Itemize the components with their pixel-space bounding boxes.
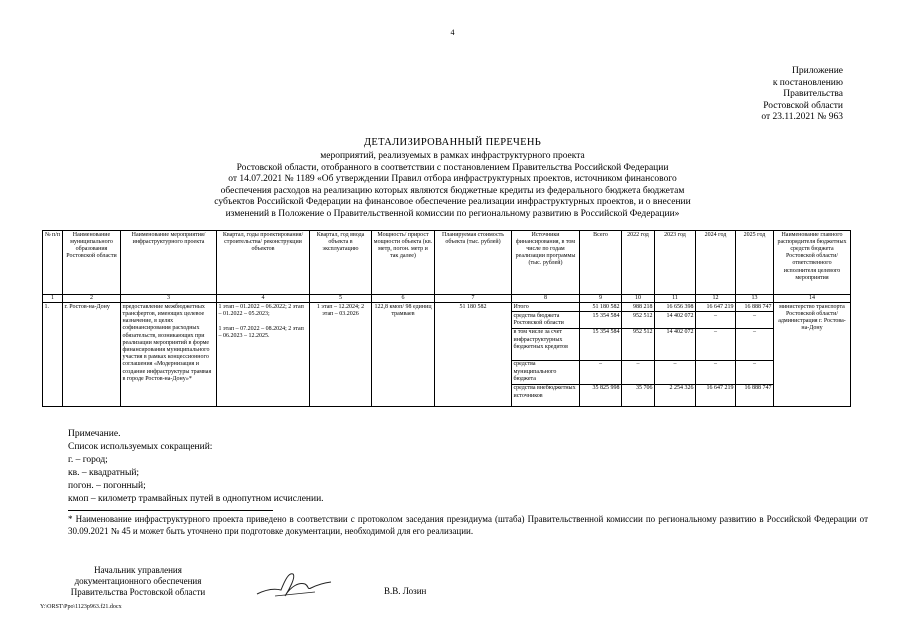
subtitle-line: изменений в Положение о Правительственной комиссии по региональному развитию в Российской Федерации» bbox=[225, 208, 680, 219]
column-number: 12 bbox=[696, 295, 736, 303]
column-number: 9 bbox=[580, 295, 622, 303]
header-cell: Квартал, год ввода объекта в эксплуатацию bbox=[310, 231, 372, 295]
source-name: средства муниципального бюджета bbox=[512, 360, 580, 384]
source-2022: 952 512 bbox=[622, 312, 655, 328]
source-name: средства бюджета Ростовской области bbox=[512, 312, 580, 328]
abbreviation-item: кв. – квадратный; bbox=[68, 468, 140, 478]
header-cell: Планируемая стоимость объекта (тыс. рублей) bbox=[435, 231, 512, 295]
appendix-block bbox=[761, 66, 843, 124]
source-2024: – bbox=[696, 360, 736, 384]
footnote-divider bbox=[68, 510, 273, 511]
column-number: 2 bbox=[63, 295, 121, 303]
header-cell: № п/п bbox=[43, 231, 63, 295]
column-number: 10 bbox=[622, 295, 655, 303]
header-cell: 2022 год bbox=[622, 231, 655, 295]
source-2025: 16 888 747 bbox=[736, 303, 774, 312]
document-subtitle bbox=[130, 151, 775, 220]
handwritten-signature bbox=[255, 568, 333, 600]
subtitle-line: обеспечения расходов на реализацию которых являются бюджетные кредиты из федерального бюджета бюджетам bbox=[220, 185, 685, 196]
signer-title bbox=[48, 565, 228, 599]
source-total: 35 825 998 bbox=[580, 384, 622, 406]
source-2025: – bbox=[736, 360, 774, 384]
column-number: 1 bbox=[43, 295, 63, 303]
appendix-line: Приложение bbox=[792, 66, 843, 76]
signer-name: В.В. Лозин bbox=[384, 586, 427, 596]
source-2024: – bbox=[696, 312, 736, 328]
column-number-row bbox=[43, 295, 851, 303]
executor-cell: министерство транспорта Ростовской области/администрация г. Ростова-на-Дону bbox=[774, 303, 851, 407]
source-name: средства внебюджетных источников bbox=[512, 384, 580, 406]
periods-cell bbox=[217, 303, 310, 407]
abbreviation-item: кмоп – километр трамвайных путей в однопутном исчислении. bbox=[68, 494, 324, 504]
signer-line: Правительства Ростовской области bbox=[70, 587, 206, 598]
notes-title: Примечание. bbox=[68, 429, 121, 439]
source-total: 51 180 582 bbox=[580, 303, 622, 312]
source-2024: 16 647 219 bbox=[696, 384, 736, 406]
header-cell: Всего bbox=[580, 231, 622, 295]
column-number: 3 bbox=[121, 295, 217, 303]
header-cell: 2025 год bbox=[736, 231, 774, 295]
municipality-cell: г. Ростов-на-Дону bbox=[63, 303, 121, 407]
subtitle-line: от 14.07.2021 № 1189 «Об утверждении Правил отбора инфраструктурных проектов, источником финансового bbox=[228, 174, 677, 184]
abbreviation-item: г. – город; bbox=[68, 455, 108, 465]
cost-cell: 51 180 582 bbox=[435, 303, 512, 407]
header-cell: Наименование мероприятия/ инфраструктурного проекта bbox=[121, 231, 217, 295]
column-number: 8 bbox=[512, 295, 580, 303]
notes-block bbox=[68, 428, 324, 506]
source-2022: 35 706 bbox=[622, 384, 655, 406]
periods-construction: 1 этап – 07.2022 – 08.2024; 2 этап – 06.2023 – 12.2025. bbox=[218, 326, 304, 340]
source-total: – bbox=[580, 360, 622, 384]
abbreviations-title: Список используемых сокращений: bbox=[68, 442, 213, 452]
signer-line: документационного обеспечения bbox=[74, 576, 202, 587]
subtitle-line: Ростовской области, отобранного в соответствии с постановлением Правительства Российской Федерации bbox=[236, 162, 669, 173]
source-2023: 2 254 326 bbox=[655, 384, 696, 406]
document-title: ДЕТАЛИЗИРОВАННЫЙ ПЕРЕЧЕНЬ bbox=[363, 137, 542, 148]
column-number: 4 bbox=[217, 295, 310, 303]
footnote: * Наименование инфраструктурного проекта приведено в соответствии с протоколом заседания президиума (штаба) Правительственной комиссии по региональному развитию в Российской Федерации от 30.09.2021 № 45 и может быть уточнено при подготовке документации, необходимой для его реализации. bbox=[68, 514, 868, 536]
column-number: 11 bbox=[655, 295, 696, 303]
column-number: 14 bbox=[774, 295, 851, 303]
measures-table bbox=[42, 230, 851, 407]
source-2022: 952 512 bbox=[622, 328, 655, 360]
commissioning-cell: 1 этап – 12.2024; 2 этап – 03.2026 bbox=[310, 303, 372, 407]
subtitle-line: мероприятий, реализуемых в рамках инфраструктурного проекта bbox=[320, 151, 585, 161]
abbreviation-item: погон. – погонный; bbox=[68, 481, 146, 491]
source-2025: 16 888 747 bbox=[736, 384, 774, 406]
source-2024: 16 647 219 bbox=[696, 303, 736, 312]
source-2024: – bbox=[696, 328, 736, 360]
column-number: 6 bbox=[372, 295, 435, 303]
table-header-row bbox=[43, 231, 851, 295]
header-cell: Наименование главного распорядителя бюджетных средств бюджета Ростовской области/ответственного исполнителя целевого мероприятия bbox=[774, 231, 851, 295]
appendix-line: Ростовской области bbox=[763, 100, 843, 111]
source-2023: 14 402 072 bbox=[655, 328, 696, 360]
source-2022: – bbox=[622, 360, 655, 384]
source-2023: 16 656 398 bbox=[655, 303, 696, 312]
source-2025: – bbox=[736, 328, 774, 360]
header-cell: Наименование муниципального образования Ростовской области bbox=[63, 231, 121, 295]
appendix-line: от 23.11.2021 № 963 bbox=[761, 112, 843, 122]
file-path: Y:\ORST\Ppo\1123p963.f21.docx bbox=[40, 604, 122, 610]
source-2023: 14 402 072 bbox=[655, 312, 696, 328]
subtitle-line: субъектов Российской Федерации на финансовое обеспечение реализации инфраструктурных проектов, и о внесении bbox=[214, 197, 691, 207]
header-cell: Мощность/ прирост мощности объекта (кв. метр, погон. метр и так далее) bbox=[372, 231, 435, 295]
source-2025: – bbox=[736, 312, 774, 328]
source-total: 15 354 584 bbox=[580, 312, 622, 328]
header-cell: 2023 год bbox=[655, 231, 696, 295]
periods-design: 1 этап – 01.2022 – 06.2022; 2 этап – 01.2022 – 05.2023; bbox=[218, 303, 304, 317]
signer-line: Начальник управления bbox=[94, 565, 182, 575]
source-name: Итого bbox=[512, 303, 580, 312]
source-2022: 988 218 bbox=[622, 303, 655, 312]
measure-cell: предоставление межбюджетных трансфертов, имеющих целевое назначение, в целях софинансирования расходных обязательств, возникающих при реализации мероприятий в форме финансирования муниципального участия в рамках концессионного соглашения «Модернизация и создание инфраструктуры трамвая в городе Ростов-на-Дону»* bbox=[121, 303, 217, 407]
column-number: 13 bbox=[736, 295, 774, 303]
source-total: 15 354 584 bbox=[580, 328, 622, 360]
header-cell: Квартал, годы проектирования/ строительства/ реконструкции объектов bbox=[217, 231, 310, 295]
header-cell: Источники финансирования, в том числе по годам реализации программы (тыс. рублей) bbox=[512, 231, 580, 295]
column-number: 5 bbox=[310, 295, 372, 303]
appendix-line: к постановлению bbox=[772, 77, 843, 88]
page-number: 4 bbox=[450, 28, 455, 37]
column-number: 7 bbox=[435, 295, 512, 303]
header-cell: 2024 год bbox=[696, 231, 736, 295]
appendix-line: Правительства bbox=[783, 89, 843, 99]
table-row bbox=[43, 303, 851, 312]
source-name: в том числе за счет инфраструктурных бюджетных кредитов bbox=[512, 328, 580, 360]
row-number: 1. bbox=[43, 303, 63, 407]
capacity-cell: 122,8 кмоп/ 98 единиц трамваев bbox=[372, 303, 435, 407]
source-2023: – bbox=[655, 360, 696, 384]
